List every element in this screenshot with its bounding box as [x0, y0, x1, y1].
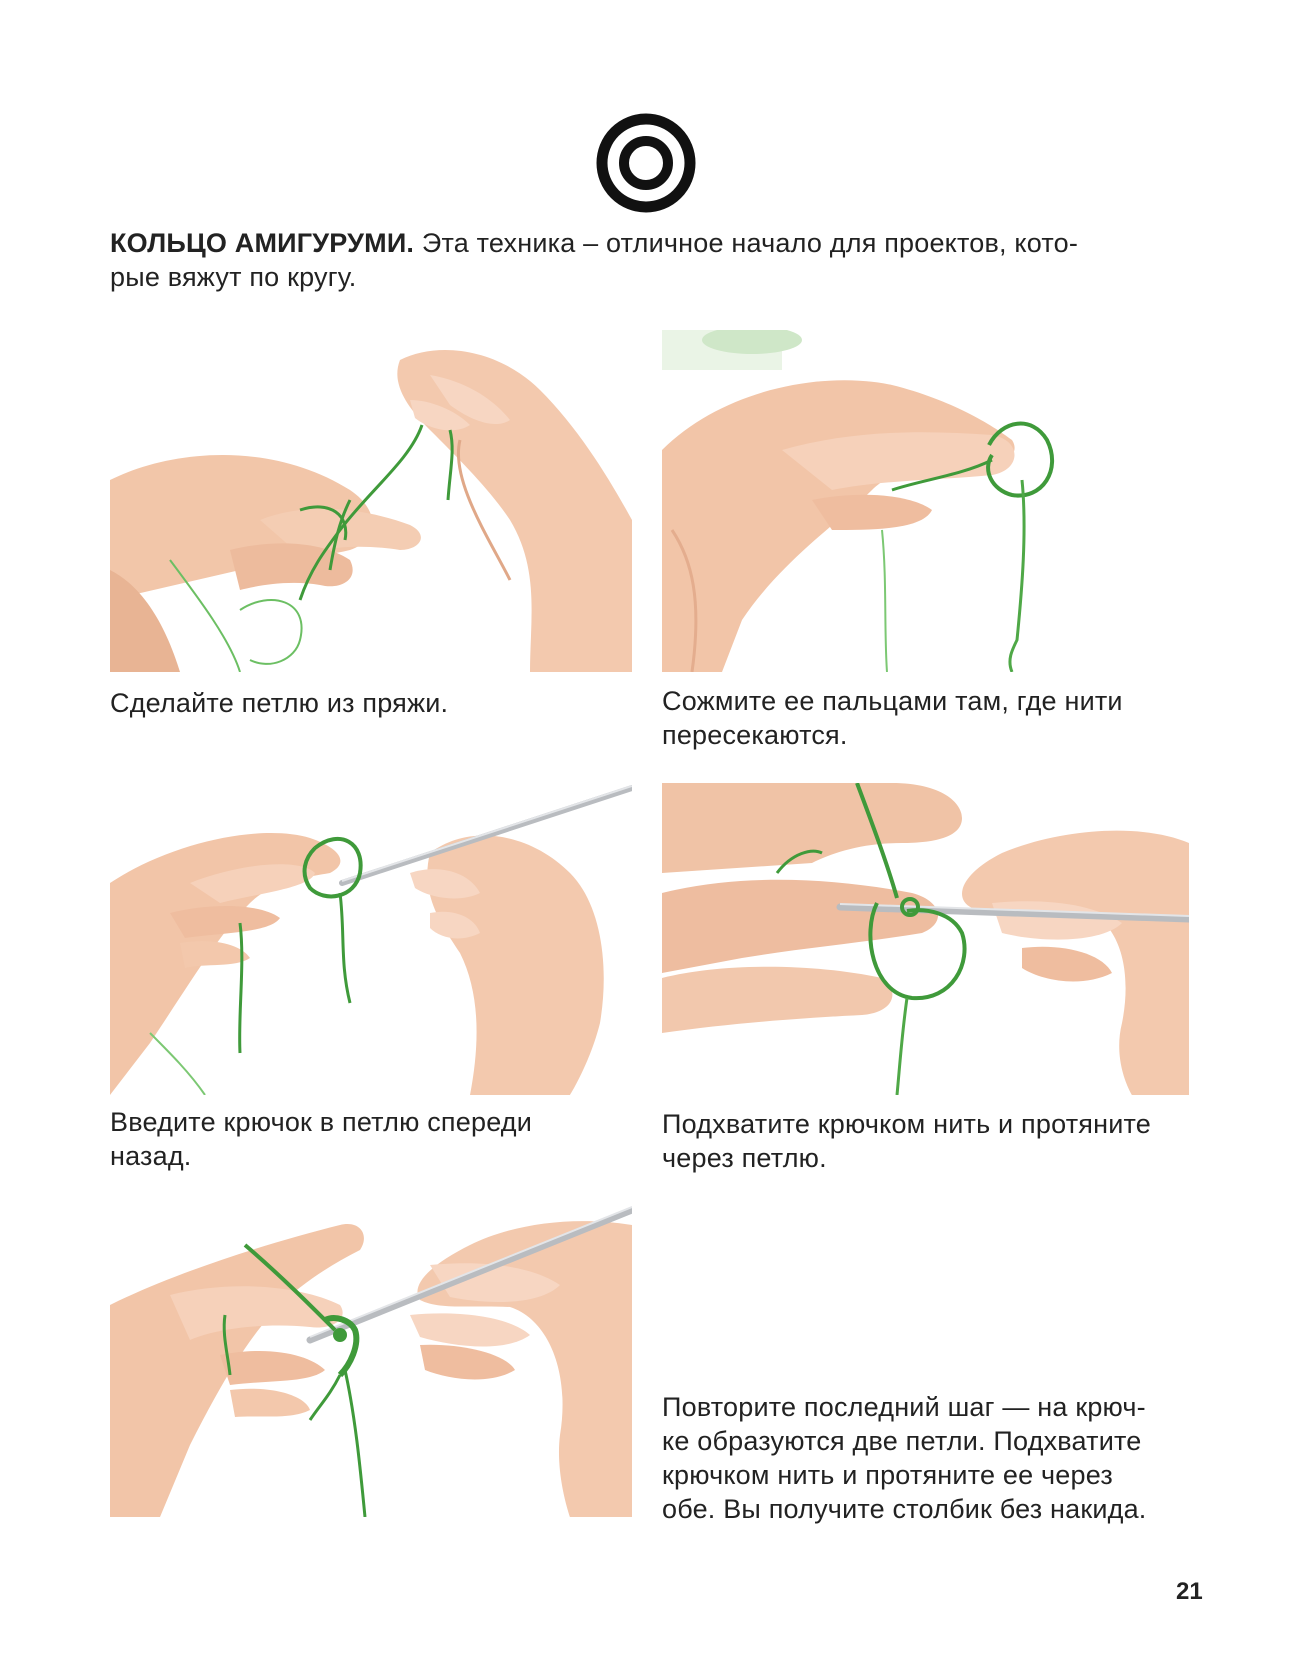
step-3-caption-line2: назад.: [110, 1141, 192, 1171]
step-5-photo: [110, 1205, 632, 1517]
intro-text-line1: Эта техника – отличное начало для проектов, кото-: [421, 228, 1079, 258]
step-5-caption-line4: обе. Вы получите столбик без накида.: [662, 1494, 1147, 1524]
step-4-caption-line2: через петлю.: [662, 1143, 827, 1173]
page-number: 21: [1176, 1578, 1203, 1605]
step-4-caption: [662, 1107, 1151, 1175]
step-3-caption-line1: Введите крючок в петлю спереди: [110, 1107, 533, 1137]
step-1-caption: Сделайте петлю из пряжи.: [110, 688, 449, 718]
step-5-caption: [662, 1390, 1147, 1526]
concentric-rings-icon: [596, 113, 696, 213]
step-4-caption-line1: Подхватите крючком нить и протяните: [662, 1109, 1151, 1139]
intro-title: КОЛЬЦО АМИГУРУМИ.: [110, 228, 415, 258]
step-3-photo: [110, 783, 632, 1095]
step-5-caption-line1: Повторите последний шаг — на крюч-: [662, 1392, 1146, 1422]
step-2-photo: [662, 330, 1189, 672]
step-1-photo: [110, 340, 632, 672]
intro-text-line2: рые вяжут по кругу.: [110, 262, 357, 292]
step-2-caption: [662, 684, 1123, 752]
step-5-caption-line3: крючком нить и протяните ее через: [662, 1460, 1113, 1490]
step-4-photo: [662, 783, 1189, 1095]
intro-paragraph: [110, 226, 1190, 294]
step-2-caption-line1: Сожмите ее пальцами там, где нити: [662, 686, 1123, 716]
step-2-caption-line2: пересекаются.: [662, 720, 848, 750]
step-5-caption-line2: ке образуются две петли. Подхватите: [662, 1426, 1142, 1456]
step-3-caption: [110, 1105, 532, 1173]
